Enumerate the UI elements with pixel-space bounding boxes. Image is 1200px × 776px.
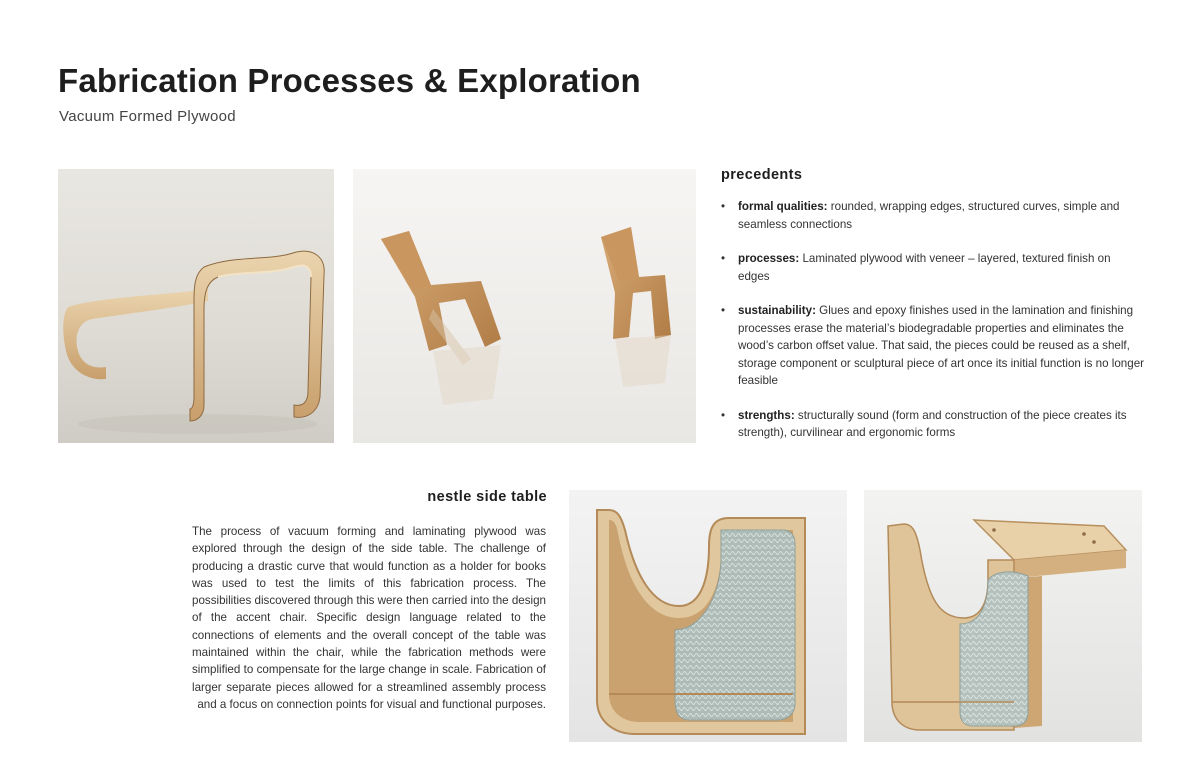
precedents-heading: precedents (721, 167, 803, 183)
side-table-angle-photo (864, 490, 1142, 742)
plywood-chairs-photo (353, 169, 696, 443)
page-subtitle: Vacuum Formed Plywood (59, 108, 236, 125)
page-title: Fabrication Processes & Exploration (58, 62, 641, 99)
precedent-item (721, 302, 1145, 390)
precedent-label: sustainability: (738, 304, 816, 317)
precedent-item (721, 407, 1145, 442)
precedent-label: formal qualities: (738, 200, 828, 213)
nestle-heading: nestle side table (427, 489, 547, 505)
precedent-item (721, 250, 1145, 285)
precedent-text: Glues and epoxy finishes used in the lamination and finishing processes erase the material’s biodegradable properties and eliminates the wood’s carbon offset value. That said, the pieces could be reused as a shelf, storage component or sculptural piece of art once its initial function is no longer feasible (738, 304, 1145, 387)
precedent-text: structurally sound (form and construction of the piece creates its strength), curvilinear and ergonomic forms (738, 408, 1127, 439)
plywood-bench-photo (58, 169, 334, 443)
precedent-label: processes: (738, 252, 800, 265)
precedent-text: rounded, wrapping edges, structured curves, simple and seamless connections (738, 200, 1120, 231)
nestle-description: The process of vacuum forming and laminating plywood was explored through the design of the side table. The challenge of producing a drastic curve that would function as a holder for books was used to test the limits of this fabrication process. The possibilities discovered through this were then carried into the design of the accent chair. Specific design language related to the connections of elements and the overall concept of the table was maintained within the chair, while the fabrication methods were simplified to compensate for the large change in scale. Fabrication of larger separate pieces allowed for a streamlined assembly process and a focus on connection points for visual and functional purposes. (192, 525, 546, 711)
side-table-front-photo (569, 490, 847, 742)
precedents-list (721, 198, 1145, 459)
precedent-text: Laminated plywood with veneer – layered, textured finish on edges (738, 252, 1111, 283)
precedent-label: strengths: (738, 408, 795, 422)
precedent-item (721, 198, 1145, 233)
